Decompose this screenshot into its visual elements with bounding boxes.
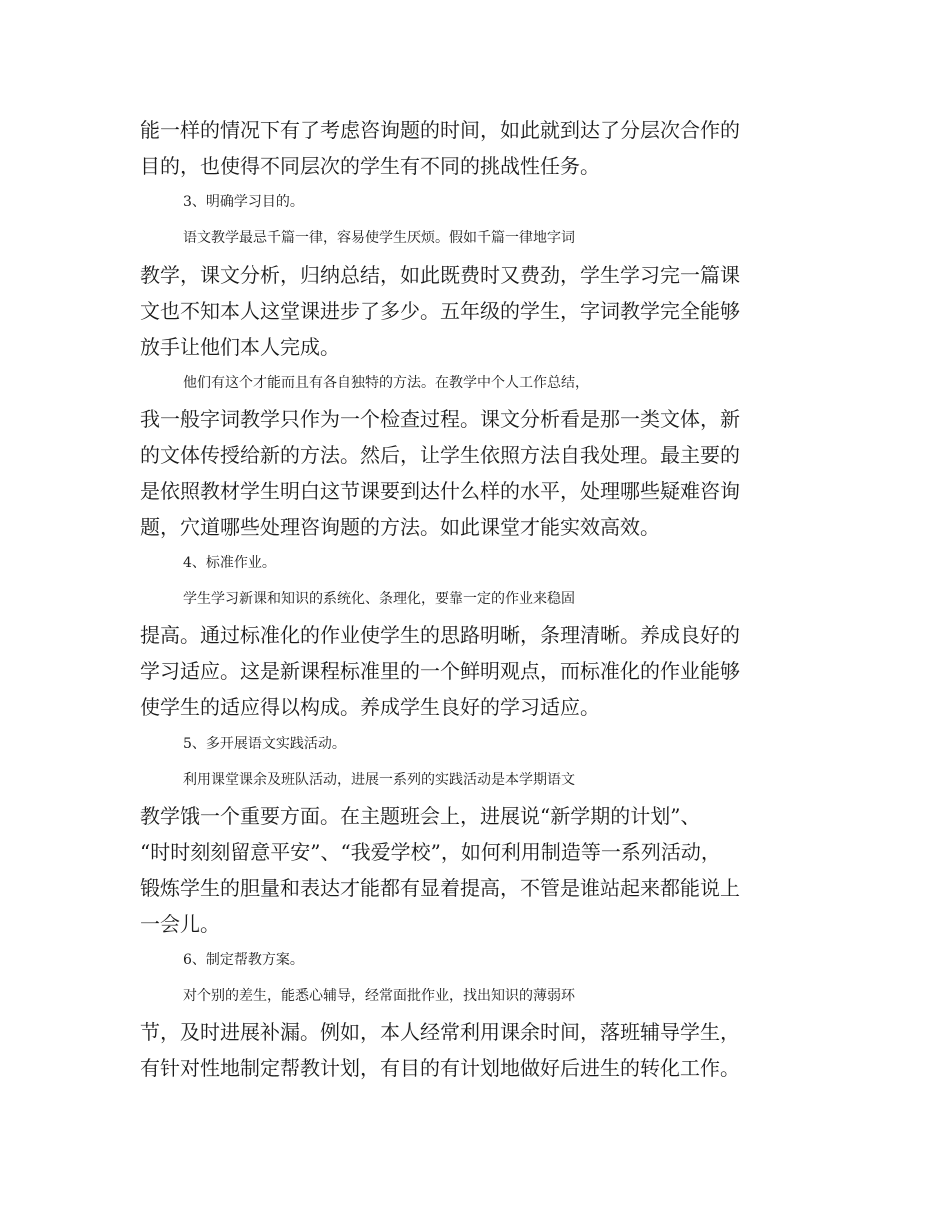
paragraph-line: 教学，课文分析，归纳总结，如此既费时又费劲，学生学习完一篇课 — [140, 263, 740, 287]
paragraph-line: 我一般字词教学只作为一个检查过程。课文分析看是那一类文体，新 — [140, 407, 740, 431]
paragraph-line: 是依照教材学生明白这节课要到达什么样的水平，处理哪些疑难咨询 — [140, 479, 740, 503]
section-heading: 6、制定帮教方案。 — [183, 952, 304, 968]
paragraph-line: 提高。通过标准化的作业使学生的思路明晰，条理清晰。养成良好的 — [140, 623, 740, 647]
paragraph-line: 题，穴道哪些处理咨询题的方法。如此课堂才能实效高效。 — [140, 515, 660, 539]
paragraph-line: 他们有这个才能而且有各自独特的方法。在教学中个人工作总结， — [183, 375, 589, 391]
paragraph-line: 文也不知本人这堂课进步了多少。五年级的学生，字词教学完全能够 — [140, 299, 740, 323]
paragraph-line: 锻炼学生的胆量和表达才能都有显着提高，不管是谁站起来都能说上 — [140, 876, 740, 900]
paragraph-line: 有针对性地制定帮教计划，有目的有计划地做好后进生的转化工作。 — [140, 1056, 740, 1080]
section-heading: 5、多开展语文实践活动。 — [183, 736, 346, 752]
section-heading: 4、标准作业。 — [183, 555, 276, 571]
paragraph-line: 对个别的差生，能悉心辅导，经常面批作业，找出知识的薄弱环 — [183, 988, 575, 1004]
paragraph-line: 节，及时进展补漏。例如，本人经常利用课余时间，落班辅导学生， — [140, 1020, 740, 1044]
paragraph-line: 教学饿一个重要方面。在主题班会上，进展说“新学期的计划”、 — [140, 804, 701, 828]
paragraph-line: 目的，也使得不同层次的学生有不同的挑战性任务。 — [140, 154, 600, 178]
paragraph-line: 使学生的适应得以构成。养成学生良好的学习适应。 — [140, 695, 600, 719]
paragraph-line: 能一样的情况下有了考虑咨询题的时间，如此就到达了分层次合作的 — [140, 118, 740, 142]
section-heading: 3、明确学习目的。 — [183, 194, 304, 210]
paragraph-line: 的文体传授给新的方法。然后，让学生依照方法自我处理。最主要的 — [140, 443, 740, 467]
paragraph-line: 放手让他们本人完成。 — [140, 335, 340, 359]
paragraph-line: 语文教学最忌千篇一律，容易使学生厌烦。假如千篇一律地字词 — [183, 230, 575, 246]
paragraph-line: 一会儿。 — [140, 912, 220, 936]
paragraph-line: “时时刻刻留意平安”、“我爱学校”，如何利用制造等一系列活动， — [140, 840, 721, 864]
paragraph-line: 利用课堂课余及班队活动，进展一系列的实践活动是本学期语文 — [183, 772, 575, 788]
paragraph-line: 学生学习新课和知识的系统化、条理化，要靠一定的作业来稳固 — [183, 591, 575, 607]
paragraph-line: 学习适应。这是新课程标准里的一个鲜明观点，而标准化的作业能够 — [140, 659, 740, 683]
